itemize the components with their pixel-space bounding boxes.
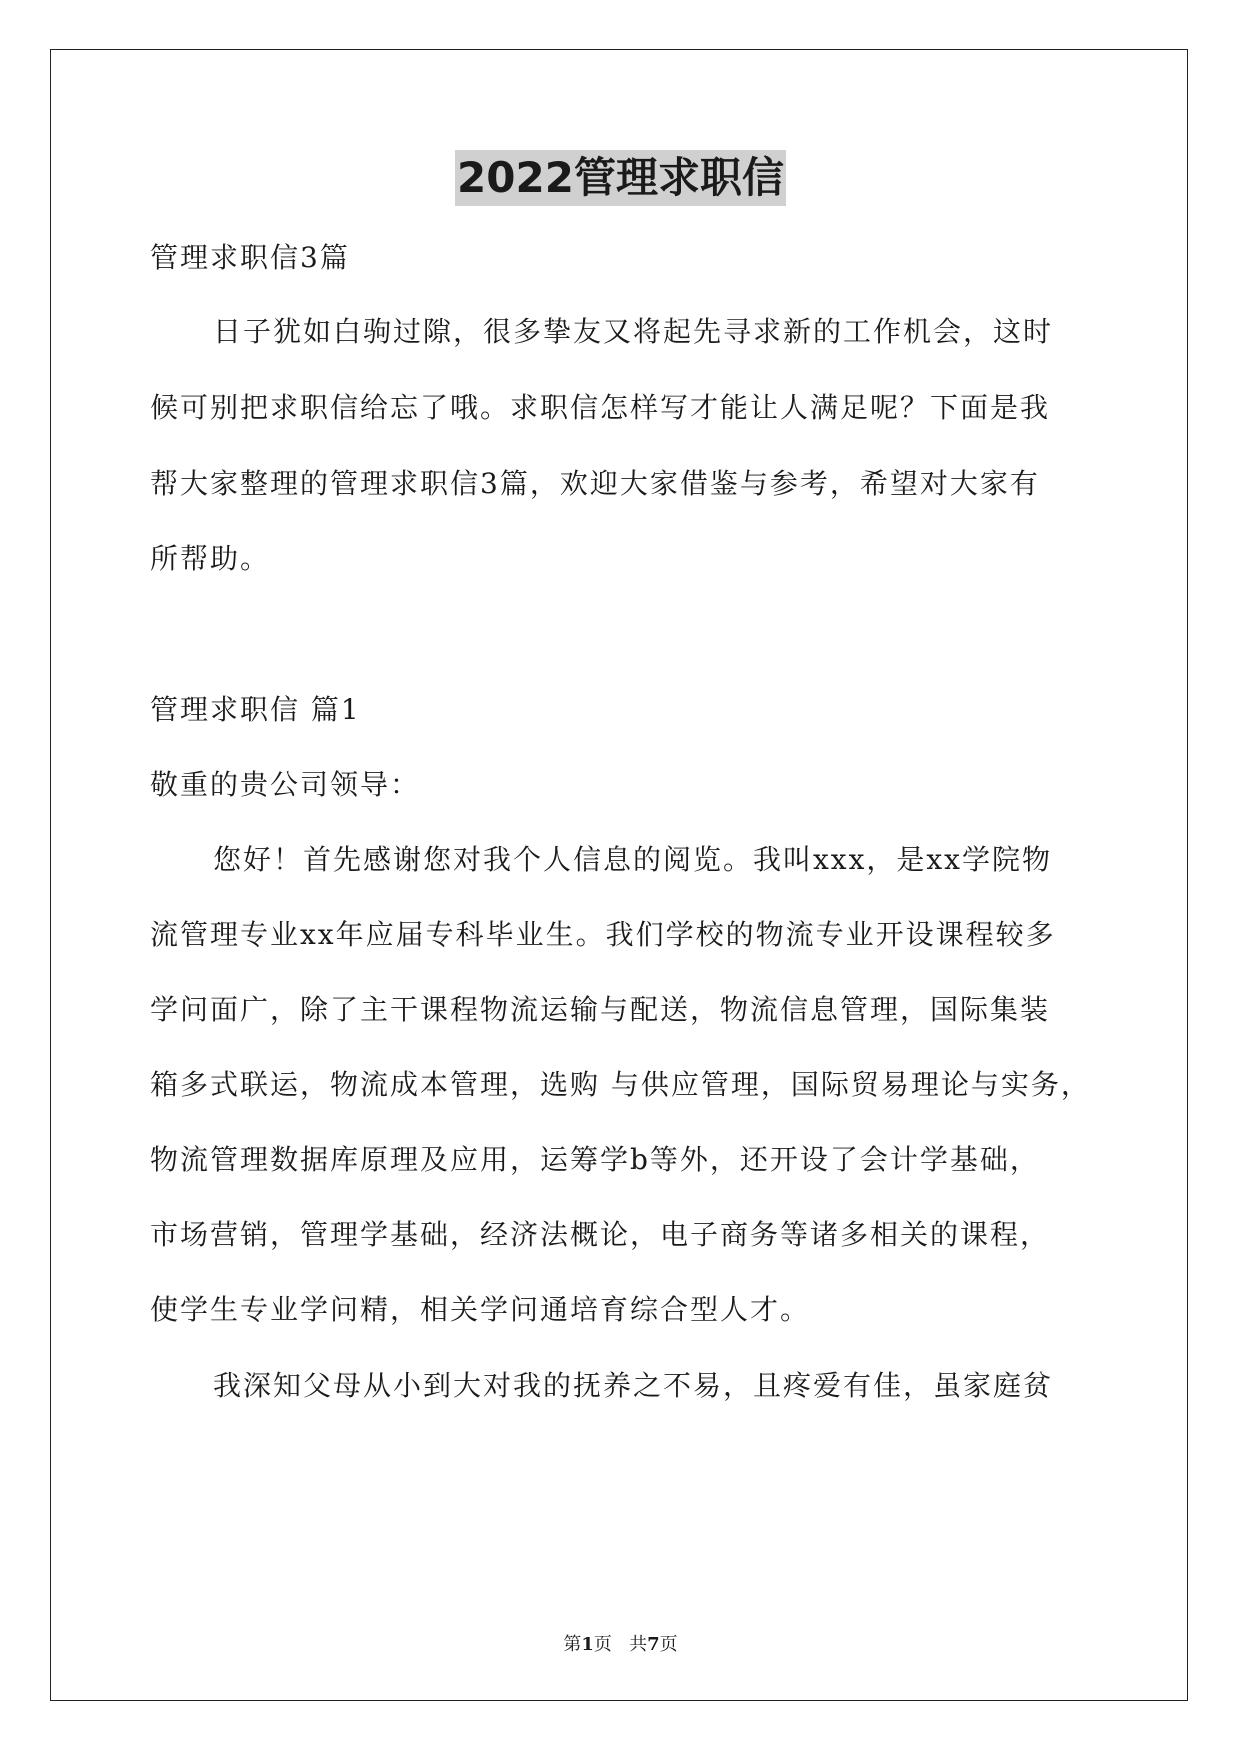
footer-total-suffix: 页 — [659, 1634, 678, 1655]
intro-line: 帮大家整理的管理求职信3篇，欢迎大家借鉴与参考，希望对大家有 — [150, 467, 1040, 500]
body-line: 我深知父母从小到大对我的抚养之不易，且疼爱有佳，虽家庭贫 — [213, 1369, 1054, 1402]
body-line: 您好！首先感谢您对我个人信息的阅览。我叫xxx，是xx学院物 — [213, 843, 1052, 876]
body-line: 市场营销，管理学基础，经济法概论，电子商务等诸多相关的课程， — [150, 1218, 1051, 1251]
footer-page-suffix: 页 — [593, 1634, 612, 1655]
current-page-number: 1 — [581, 1634, 594, 1655]
subtitle: 管理求职信3篇 — [150, 241, 350, 274]
body-line: 箱多式联运，物流成本管理，选购 与供应管理，国际贸易理论与实务， — [150, 1068, 1091, 1101]
body-line: 学问面广，除了主干课程物流运输与配送，物流信息管理，国际集装 — [150, 993, 1051, 1026]
total-pages-number: 7 — [647, 1634, 660, 1655]
body-line: 物流管理数据库原理及应用，运筹学b等外，还开设了会计学基础， — [150, 1143, 1040, 1176]
body-line: 使学生专业学问精，相关学问通培育综合型人才。 — [150, 1293, 811, 1326]
salutation: 敬重的贵公司领导： — [150, 768, 421, 801]
footer-prefix: 第 — [563, 1634, 582, 1655]
document-title: 2022管理求职信 — [455, 150, 786, 206]
intro-line: 日子犹如白驹过隙，很多挚友又将起先寻求新的工作机会，这时 — [213, 315, 1054, 348]
page-footer — [0, 1630, 1241, 1656]
section-heading: 管理求职信 篇1 — [150, 693, 361, 726]
intro-line: 候可别把求职信给忘了哦。求职信怎样写才能让人满足呢？下面是我 — [150, 391, 1051, 424]
footer-total-prefix: 共 — [629, 1634, 648, 1655]
title-container — [0, 150, 1241, 206]
body-line: 流管理专业xx年应届专科毕业生。我们学校的物流专业开设课程较多 — [150, 918, 1056, 951]
intro-line: 所帮助。 — [150, 542, 271, 575]
